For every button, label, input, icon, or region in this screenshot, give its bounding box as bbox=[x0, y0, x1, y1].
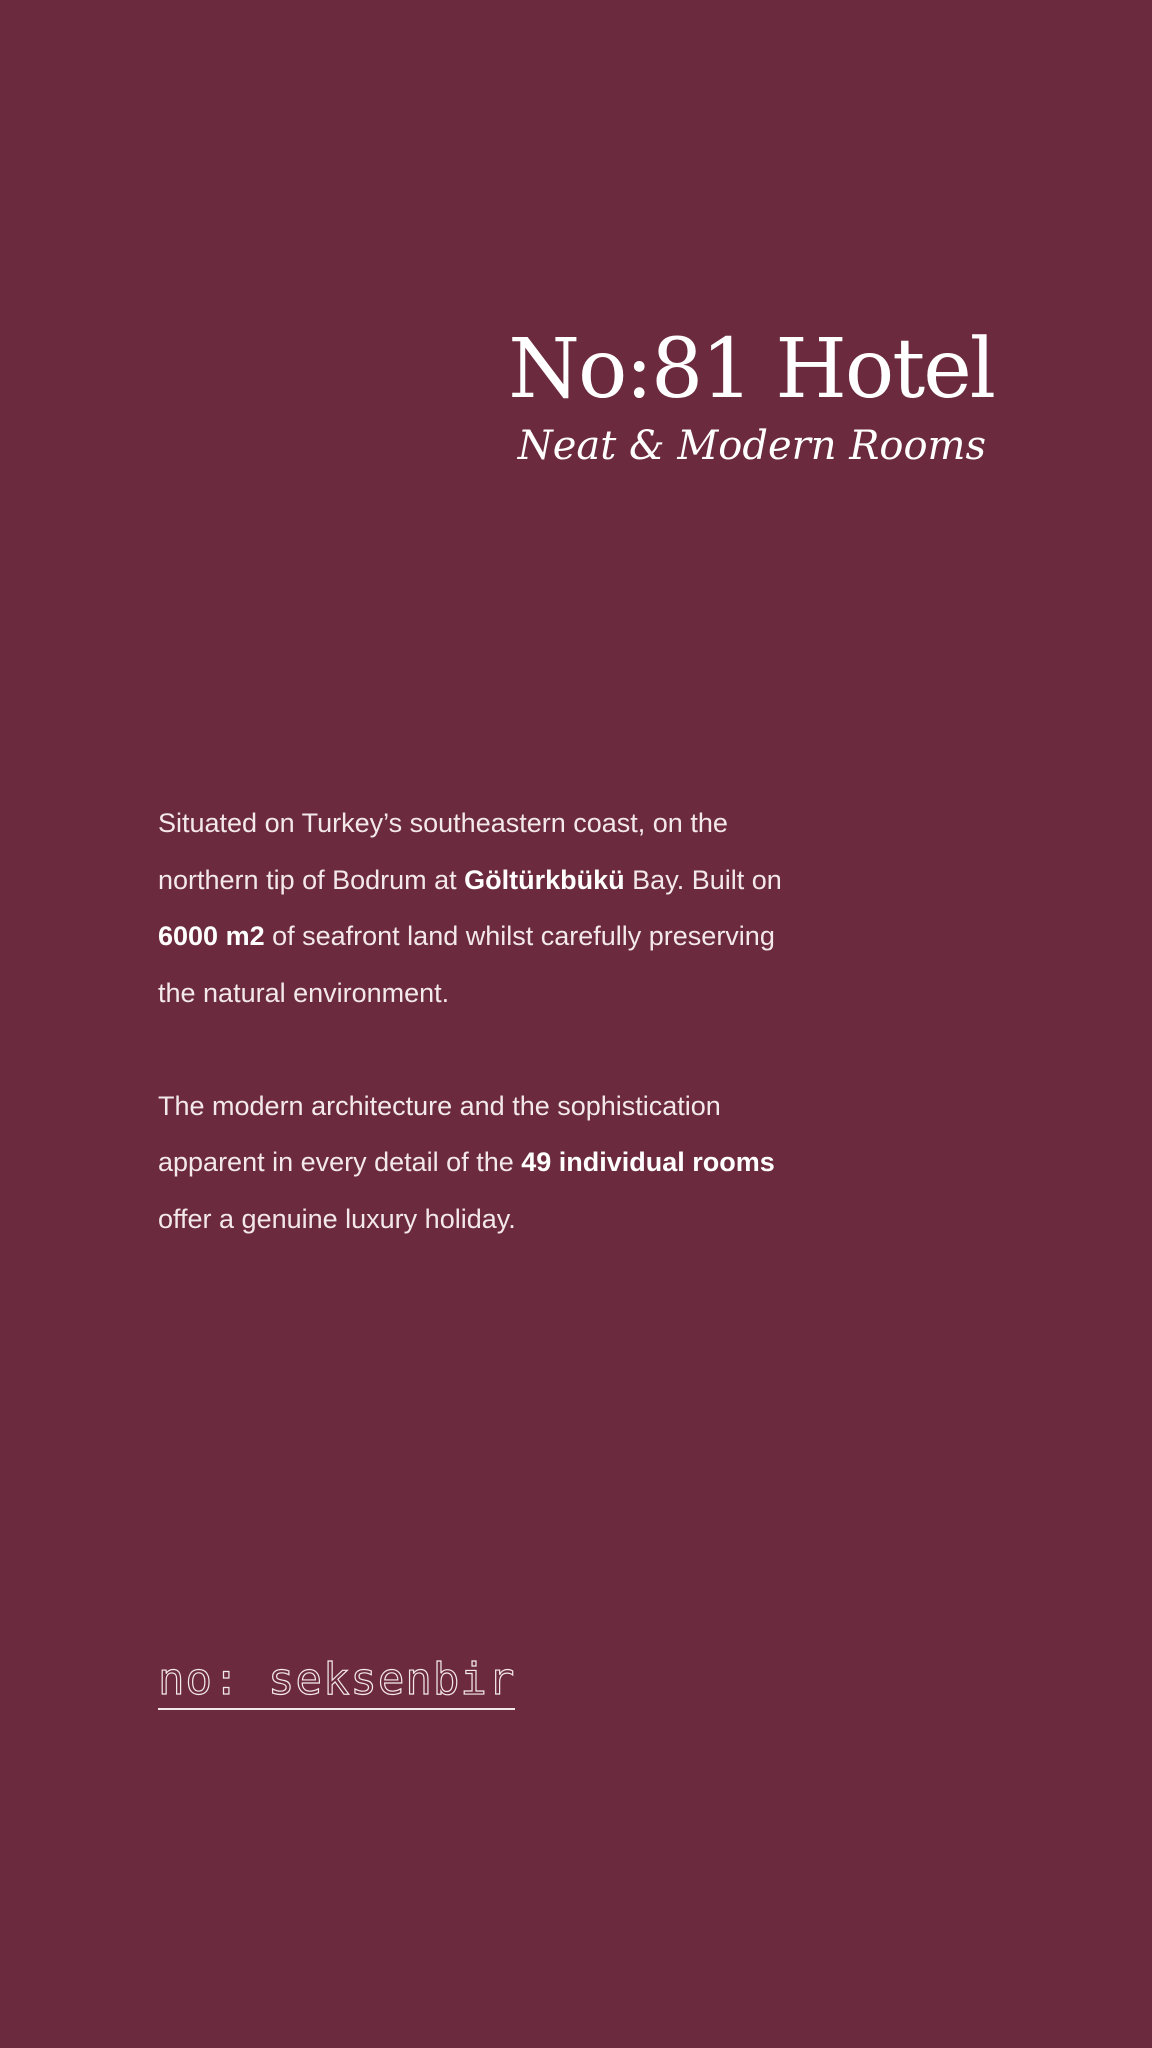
hotel-description bbox=[158, 795, 818, 1247]
room-count: 49 individual rooms bbox=[521, 1147, 775, 1177]
location-text-1: Situated on Turkey’s southeastern coast, on the northern tip of Bodrum at bbox=[158, 808, 728, 895]
hotel-title: No:81 Hotel bbox=[508, 322, 994, 417]
description-paragraph-location bbox=[158, 795, 818, 1021]
seksenbir-link[interactable]: no: seksenbir bbox=[158, 1654, 515, 1710]
location-bay-name: Göltürkbükü bbox=[464, 864, 625, 895]
location-text-2: Bay. Built on bbox=[624, 864, 782, 895]
land-area: 6000 m2 bbox=[158, 921, 265, 951]
rooms-text-1: The modern architecture and the sophistication apparent in every detail of the bbox=[158, 1090, 721, 1177]
rooms-text-2: offer a genuine luxury holiday. bbox=[158, 1203, 516, 1234]
location-text-3: of seafront land whilst carefully preserving the natural environment. bbox=[158, 921, 775, 1008]
description-paragraph-rooms bbox=[158, 1078, 818, 1248]
hotel-tagline: Neat & Modern Rooms bbox=[517, 423, 986, 469]
hotel-brand bbox=[508, 322, 994, 474]
